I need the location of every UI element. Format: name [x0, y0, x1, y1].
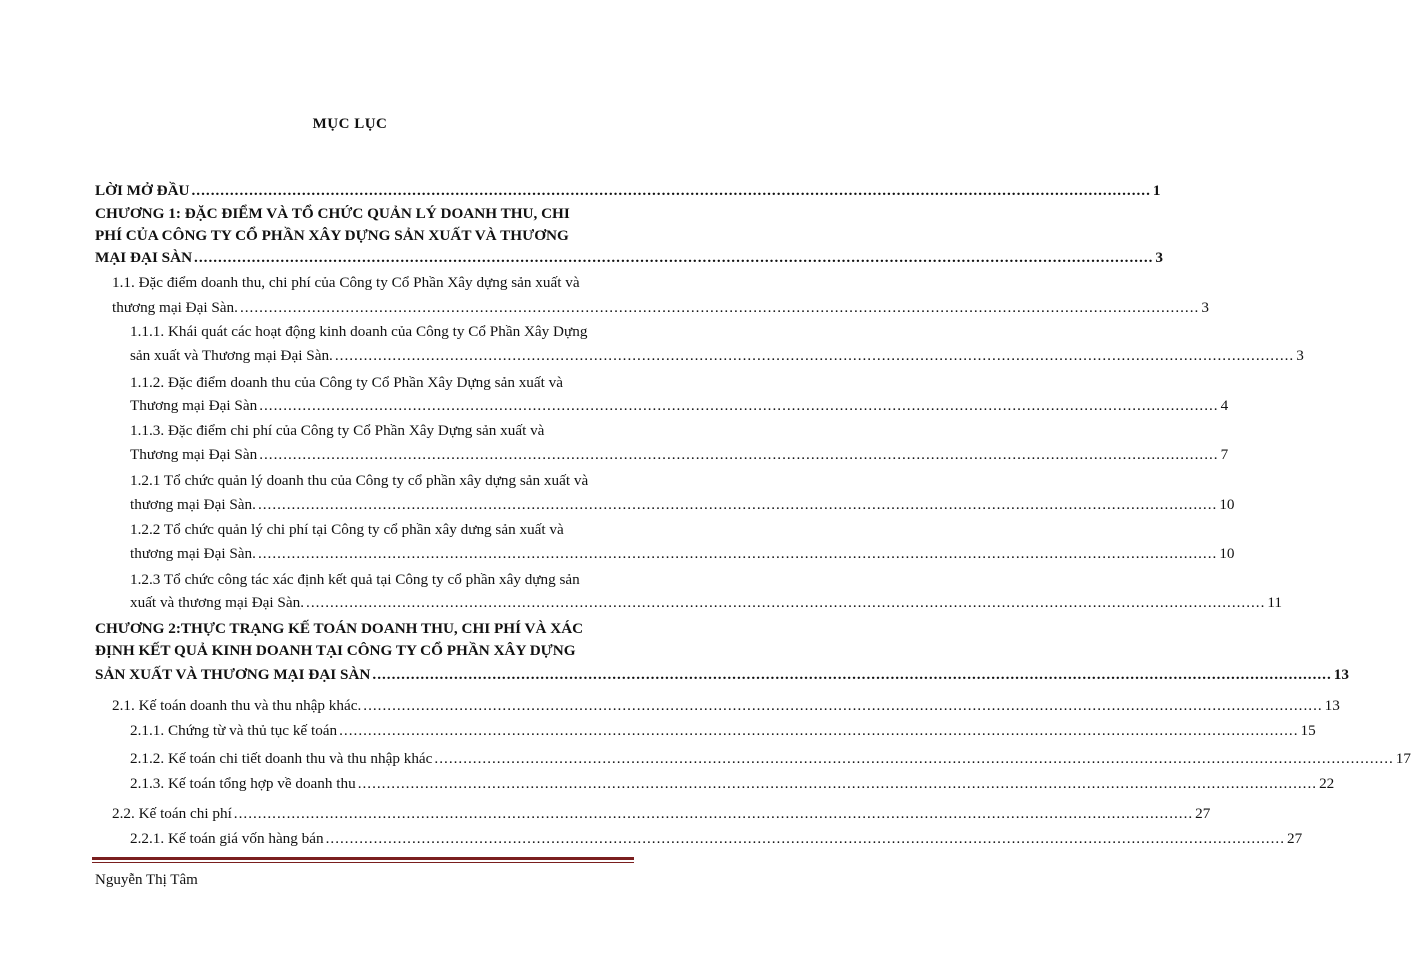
toc-entry-text: PHÍ CỦA CÔNG TY CỔ PHẦN XÂY DỰNG SẢN XUẤT VÀ THƯƠNG [95, 227, 569, 244]
toc-entry-text: LỜI MỞ ĐẦU [95, 182, 190, 199]
toc-entry-text: 2.1.3. Kế toán tổng hợp về doanh thu [130, 775, 356, 792]
footer-rule-thick [92, 857, 634, 860]
toc-entry-text: sản xuất và Thương mại Đại Sàn. [130, 347, 333, 364]
toc-entry-text: SẢN XUẤT VÀ THƯƠNG MẠI ĐẠI SÀN [95, 666, 371, 683]
footer-rule-thin [92, 862, 634, 863]
leader-dots: ........................................................................................................................................................................................................ [306, 594, 1266, 611]
leader-dots: ........................................................................................................................................................................................................ [357, 775, 1318, 792]
toc-page-number: 3 [1201, 299, 1209, 316]
leader-dots: ........................................................................................................................................................................................................ [259, 397, 1219, 414]
toc-entry-text: 2.1. Kế toán doanh thu và thu nhập khác. [112, 697, 362, 714]
toc-entry-text: ĐỊNH KẾT QUẢ KINH DOANH TẠI CÔNG TY CỔ PHẦN XÂY DỰNG [95, 642, 576, 659]
leader-dots: ........................................................................................................................................................................................................ [325, 830, 1285, 847]
toc-page-number: 1 [1152, 182, 1161, 199]
toc-page-number: 11 [1267, 594, 1283, 611]
footer-author: Nguyễn Thị Tâm [95, 872, 198, 888]
toc-entry-text: 2.1.1. Chứng từ và thủ tục kế toán [130, 722, 338, 739]
leader-dots: ........................................................................................................................................................................................................ [334, 347, 1295, 364]
toc-entry-text: thương mại Đại Sàn. [130, 496, 256, 513]
toc-entry-text: CHƯƠNG 2:THỰC TRẠNG KẾ TOÁN DOANH THU, CHI PHÍ VÀ XÁC [95, 620, 584, 637]
toc-entry-text: 1.1.2. Đặc điểm doanh thu của Công ty Cổ Phần Xây Dựng sản xuất và [130, 374, 563, 391]
toc-entry-text: 2.2. Kế toán chi phí [112, 805, 232, 822]
toc-page-number: 3 [1296, 347, 1304, 364]
toc-page-number: 3 [1155, 249, 1164, 266]
toc-entry-text: 1.1.1. Khái quát các hoạt động kinh doanh của Công ty Cổ Phần Xây Dựng [130, 323, 588, 340]
toc-entry-text: Thương mại Đại Sàn [130, 397, 258, 414]
toc-entry-text: MẠI ĐẠI SÀN [95, 249, 193, 266]
toc-title: MỤC LỤC [312, 116, 388, 132]
leader-dots: ........................................................................................................................................................................................................ [191, 182, 1151, 199]
toc-page-number: 7 [1220, 446, 1229, 463]
toc-page-number: 13 [1333, 666, 1349, 683]
toc-page-number: 17 [1395, 750, 1411, 767]
toc-entry-text: thương mại Đại Sàn. [130, 545, 256, 562]
toc-page-number: 22 [1319, 775, 1335, 792]
leader-dots: ........................................................................................................................................................................................................ [372, 666, 1332, 683]
toc-entry-text: thương mại Đại Sàn. [112, 299, 238, 316]
leader-dots: ........................................................................................................................................................................................................ [339, 722, 1299, 739]
toc-entry-text: 2.2.1. Kế toán giá vốn hàng bán [130, 830, 324, 847]
leader-dots: ........................................................................................................................................................................................................ [434, 750, 1394, 767]
toc-page-number: 15 [1300, 722, 1316, 739]
toc-page-number: 4 [1220, 397, 1229, 414]
leader-dots: ........................................................................................................................................................................................................ [257, 545, 1218, 562]
toc-page-number: 27 [1195, 805, 1211, 822]
leader-dots: ........................................................................................................................................................................................................ [259, 446, 1219, 463]
leader-dots: ........................................................................................................................................................................................................ [194, 249, 1154, 266]
leader-dots: ........................................................................................................................................................................................................ [233, 805, 1194, 822]
leader-dots: ........................................................................................................................................................................................................ [239, 299, 1200, 316]
toc-page-number: 27 [1286, 830, 1303, 847]
toc-page-number: 10 [1219, 496, 1235, 513]
toc-entry-text: xuất và thương mại Đại Sàn. [130, 594, 305, 611]
toc-entry-text: 1.2.1 Tổ chức quản lý doanh thu của Công ty cổ phần xây dựng sản xuất và [130, 472, 589, 489]
leader-dots: ........................................................................................................................................................................................................ [363, 697, 1323, 714]
toc-entry-text: 1.1.3. Đặc điểm chi phí của Công ty Cổ Phần Xây Dựng sản xuất và [130, 422, 545, 439]
toc-entry-text: 1.2.3 Tổ chức công tác xác định kết quả tại Công ty cổ phần xây dựng sản [130, 571, 580, 588]
toc-page-number: 10 [1219, 545, 1235, 562]
leader-dots: ........................................................................................................................................................................................................ [257, 496, 1218, 513]
toc-entry-text: 1.2.2 Tổ chức quản lý chi phí tại Công ty cổ phần xây dưng sản xuất và [130, 521, 564, 538]
toc-entry-text: 2.1.2. Kế toán chi tiết doanh thu và thu nhập khác [130, 750, 433, 767]
toc-entry-text: CHƯƠNG 1: ĐẶC ĐIỂM VÀ TỔ CHỨC QUẢN LÝ DOANH THU, CHI [95, 205, 570, 222]
toc-entry-text: 1.1. Đặc điểm doanh thu, chi phí của Công ty Cổ Phần Xây dựng sản xuất và [112, 274, 580, 291]
toc-page-number: 13 [1324, 697, 1340, 714]
toc-entry-text: Thương mại Đại Sàn [130, 446, 258, 463]
